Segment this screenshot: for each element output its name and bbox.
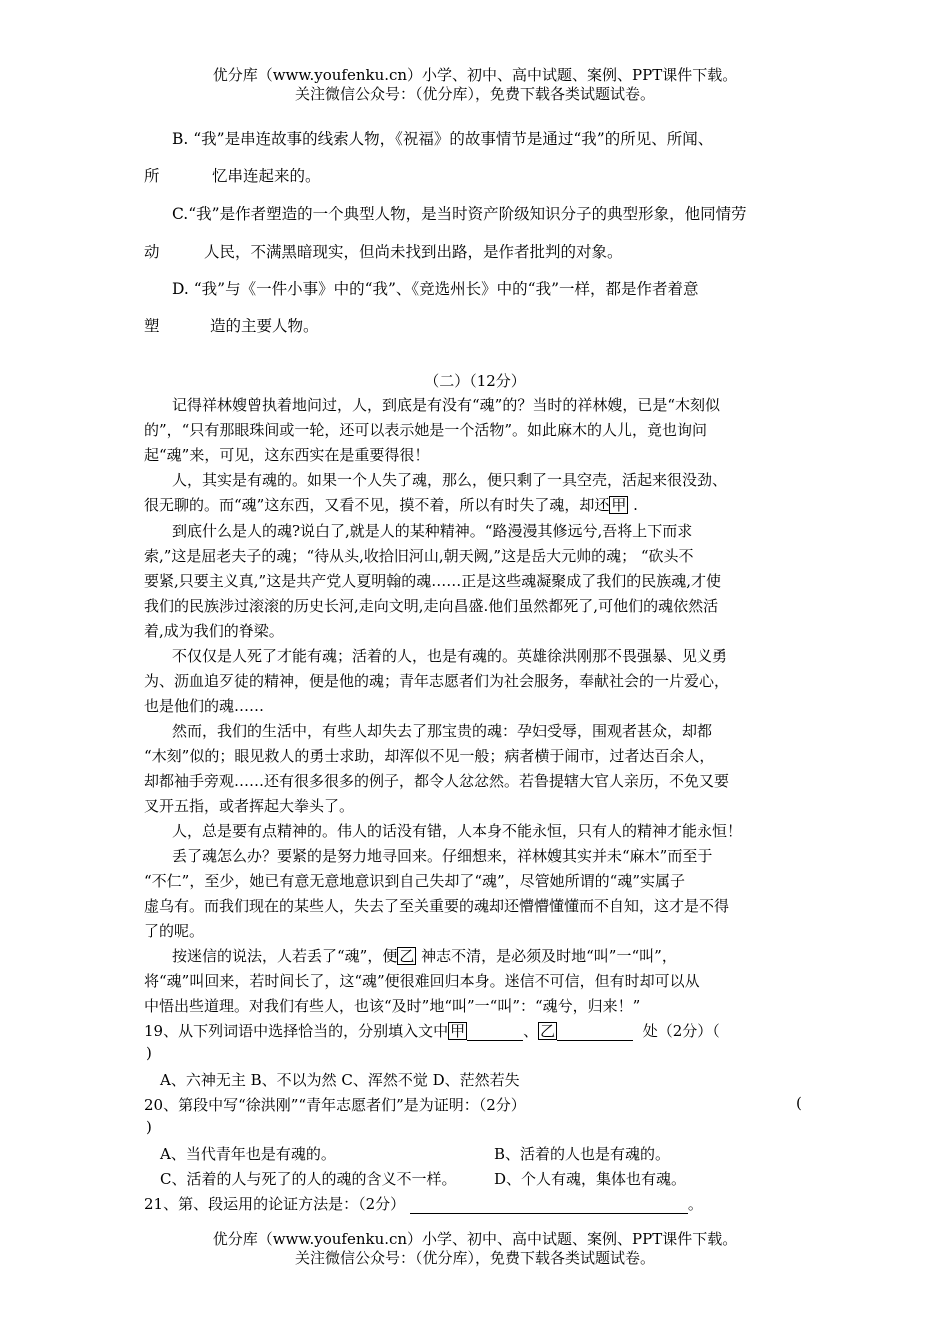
passage-p3-line4: 我们的民族涉过滚滚的历史长河,走向文明,走向昌盛.他们虽然都死了,可他们的魂依然活 <box>144 597 719 615</box>
question-21 <box>144 1193 703 1214</box>
question-19-answer-yi[interactable] <box>557 1024 633 1041</box>
passage-p3-line5: 着,成为我们的脊梁。 <box>144 622 284 640</box>
option-c-line1: C.“我”是作者塑造的一个典型人物，是当时资产阶级知识分子的典型形象，他同情劳 <box>172 205 747 223</box>
passage-p5-line2: “木刻”似的；眼见救人的勇士求助，却浑似不见一般；病者横于闹市，过者达百余人， <box>144 747 715 765</box>
question-20-paren-open: ( <box>796 1094 802 1112</box>
passage-p7-line2: “不仁”，至少，她已有意无意地意识到自己失却了“魂”，尽管她所谓的“魂”实属子 <box>144 872 686 890</box>
passage-p2-line2-text: 很无聊的。而“魂”这东西，又看不见，摸不着，所以有时失了魂，却还 <box>144 496 610 514</box>
question-19-score: 处（2分）（ <box>642 1022 720 1040</box>
passage-p8-line3: 中悟出些道理。对我们有些人，也该“及时”地“叫”一“叫”：“魂兮，归来！” <box>144 997 641 1015</box>
question-20-option-a: A、当代青年也是有魂的。 <box>160 1145 336 1163</box>
question-21-stem: 21、第、段运用的论证方法是：（2分） <box>144 1195 406 1213</box>
question-19 <box>144 1020 720 1041</box>
option-b-line2-rest: 忆串连起来的。 <box>212 167 321 185</box>
page-header <box>0 66 950 104</box>
question-19-yi-box: 乙 <box>540 1022 556 1040</box>
header-line-1: 优分库（www.youfenku.cn）小学、初中、高中试题、案例、PPT课件下载。 <box>212 66 738 84</box>
option-b-line1: B. “我”是串连故事的线索人物，《祝福》的故事情节是通过“我”的所见、所闻、 <box>172 130 714 148</box>
passage-p8-line1-end: 神志不清，是必须及时地“叫”一“叫”， <box>421 947 677 965</box>
passage-p1-line3: 起“魂”来，可见，这东西实在是重要得很！ <box>144 446 430 464</box>
passage-p4-line3: 也是他们的魂…… <box>144 697 265 715</box>
question-19-options: A、六神无主 B、不以为然 C、浑然不觉 D、茫然若失 <box>160 1071 520 1089</box>
passage-p6-line1: 人，总是要有点精神的。伟人的话没有错，人本身不能永恒，只有人的精神才能永恒！ <box>172 822 743 840</box>
passage-p4-line2: 为、沥血追歹徒的精神，便是他的魂；青年志愿者们为社会服务，奉献社会的一片爱心， <box>144 672 730 690</box>
option-c-line2-start: 动 <box>144 243 160 261</box>
question-20-option-c: C、活着的人与死了的人的魂的含义不一样。 <box>160 1170 457 1188</box>
footer-line-1: 优分库（www.youfenku.cn）小学、初中、高中试题、案例、PPT课件下载。 <box>212 1230 738 1248</box>
question-21-answer[interactable] <box>410 1197 688 1214</box>
blank-yi-box: 乙 <box>399 947 415 965</box>
passage-p7-line3: 虚乌有。而我们现在的某些人，失去了至关重要的魂却还懵懵懂懂而不自知，这才是不得 <box>144 897 730 915</box>
question-19-answer-jia[interactable] <box>467 1024 523 1041</box>
header-line-2: 关注微信公众号：（优分库），免费下载各类试题试卷。 <box>294 85 655 103</box>
passage-p4-line1: 不仅仅是人死了才能有魂；活着的人，也是有魂的。英雄徐洪刚那不畏强暴、见义勇 <box>172 647 728 665</box>
passage-p8-line1-start: 按迷信的说法，人若丢了“魂”，便 <box>172 947 398 965</box>
passage-p7-line1: 丢了魂怎么办？要紧的是努力地寻回来。仔细想来，祥林嫂其实并未“麻木”而至于 <box>172 847 713 865</box>
option-b-line2-start: 所 <box>144 167 160 185</box>
passage-p3-line3: 要紧,只要主义真,”这是共产党人夏明翰的魂……正是这些魂凝聚成了我们的民族魂,才使 <box>144 572 721 590</box>
footer-line-2: 关注微信公众号：（优分库），免费下载各类试题试卷。 <box>294 1249 655 1267</box>
passage-p5-line4: 叉开五指，或者挥起大拳头了。 <box>144 797 355 815</box>
question-20-option-b: B、活着的人也是有魂的。 <box>494 1145 671 1163</box>
passage-p8-line2: 将“魂”叫回来，若时间长了，这“魂”便很难回归本身。迷信不可信，但有时却可以从 <box>144 972 700 990</box>
option-d-line1: D. “我”与《一件小事》中的“我”、《竞选州长》中的“我”一样，都是作者着意 <box>172 280 699 298</box>
passage-p2-line2-end: . <box>633 496 638 514</box>
question-21-end: 。 <box>687 1195 703 1213</box>
option-c-line2-rest: 人民，不满黑暗现实，但尚未找到出路，是作者批判的对象。 <box>204 243 623 261</box>
passage-p1-line2: 的”，“只有那眼珠间或一轮，还可以表示她是一个活物”。如此麻木的人儿，竟也询问 <box>144 421 708 439</box>
passage-p5-line1: 然而，我们的生活中，有些人却失去了那宝贵的魂：孕妇受辱，围观者甚众，却都 <box>172 722 713 740</box>
blank-jia-box: 甲 <box>611 496 627 514</box>
question-19-stem: 19、从下列词语中选择恰当的，分别填入文中 <box>144 1022 449 1040</box>
option-d-line2-start: 塑 <box>144 317 160 335</box>
passage-p2-line1: 人，其实是有魂的。如果一个人失了魂，那么，便只剩了一具空壳，活起来很没劲、 <box>172 471 728 489</box>
question-19-paren-close: ) <box>146 1044 152 1062</box>
question-19-separator: 、 <box>523 1022 539 1040</box>
passage-p7-line4: 了的呢。 <box>144 922 205 940</box>
question-20-stem: 20、第段中写“徐洪刚”“青年志愿者们”是为证明：（2分） <box>144 1096 526 1114</box>
passage-p1-line1: 记得祥林嫂曾执着地问过，人，到底是有没有“魂”的？当时的祥林嫂，已是“木刻似 <box>172 396 721 414</box>
question-19-jia-box: 甲 <box>450 1022 466 1040</box>
passage-p8-line1 <box>172 945 677 966</box>
passage-p5-line3: 却都袖手旁观……还有很多很多的例子，都令人忿忿然。若鲁提辖大官人亲历，不免又要 <box>144 772 730 790</box>
passage-p3-line2: 索,”这是屈老夫子的魂；“待从头,收拾旧河山,朝天阙,”这是岳大元帅的魂； “砍头不 <box>144 547 694 565</box>
passage-p3-line1: 到底什么是人的魂?说白了,就是人的某种精神。“路漫漫其修远兮,吾将上下而求 <box>172 522 693 540</box>
option-d-line2-rest: 造的主要人物。 <box>210 317 319 335</box>
question-20-paren-close: ) <box>146 1118 152 1136</box>
passage-p2-line2 <box>144 494 638 515</box>
page-footer <box>0 1230 950 1268</box>
question-20-option-d: D、个人有魂，集体也有魂。 <box>494 1170 687 1188</box>
section-title: （二）（12分） <box>424 372 526 390</box>
